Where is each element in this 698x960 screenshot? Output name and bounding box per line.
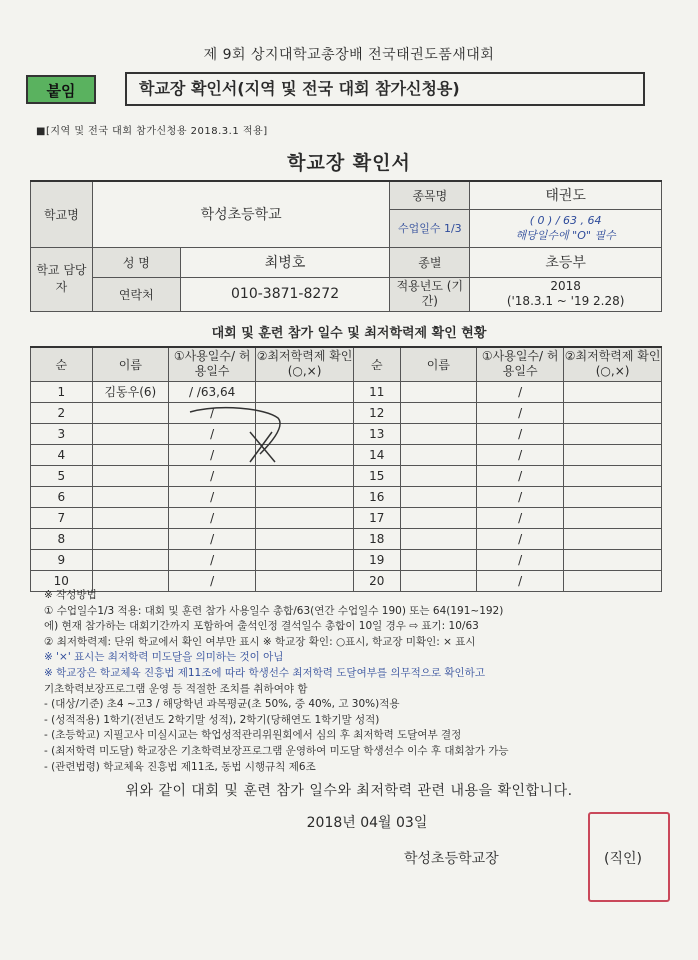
row-name	[92, 465, 168, 486]
row-min-grade	[564, 444, 662, 465]
instruction-line: - (관련법령) 학교체육 진흥법 제11조, 동법 시행규칙 제6조	[44, 760, 316, 773]
table-row	[31, 549, 662, 570]
contact-value: 010-3871-8272	[180, 277, 390, 311]
row-used-days: /	[477, 507, 564, 528]
row-no: 17	[353, 507, 400, 528]
row-no: 5	[31, 465, 93, 486]
row-name	[400, 528, 476, 549]
row-used-days: /	[169, 528, 256, 549]
table-row	[31, 381, 662, 402]
row-min-grade	[564, 465, 662, 486]
row-no: 14	[353, 444, 400, 465]
row-no: 11	[353, 381, 400, 402]
row-used-days: /	[477, 570, 564, 591]
row-used-days: /	[477, 486, 564, 507]
row-name	[92, 423, 168, 444]
row-min-grade	[256, 507, 354, 528]
event-title: 제 9회 상지대학교총장배 전국태권도품새대회	[203, 47, 495, 63]
period-range: ('18.3.1 ~ '19 2.28)	[506, 294, 625, 308]
row-no: 3	[31, 423, 93, 444]
row-name	[400, 423, 476, 444]
row-used-days: /	[169, 423, 256, 444]
header-name-right: 이름	[400, 347, 476, 381]
row-min-grade	[564, 507, 662, 528]
instruction-line: ① 수업일수1/3 적용: 대회 및 훈련 참가 사용일수 총합/63(연간 수업일수 190) 또는 64(191~192)	[44, 604, 504, 617]
period-year: 2018	[550, 279, 581, 293]
period-label: 적용년도 (기간)	[390, 277, 470, 311]
row-min-grade	[564, 486, 662, 507]
row-no: 4	[31, 444, 93, 465]
instruction-line: ※ 작성방법	[44, 589, 97, 601]
row-name	[92, 444, 168, 465]
issue-date: 2018년 04월 03일	[306, 815, 428, 831]
form-version: ■[지역 및 전국 대회 참가신청용 2018.3.1 적용]	[36, 126, 268, 137]
header-used-days: ①사용일수/ 허용일수	[169, 347, 256, 381]
row-min-grade	[564, 381, 662, 402]
handwritten-strike-mark	[180, 402, 300, 472]
row-min-grade	[256, 381, 354, 402]
row-min-grade	[564, 423, 662, 444]
row-used-days: /	[477, 381, 564, 402]
header-no: 순	[31, 347, 93, 381]
instruction-line: 에) 현재 참가하는 대회기간까지 포함하여 출석인정 결석일수 총합이 10일 경우 ⇨ 표기: 10/63	[44, 620, 479, 633]
row-name	[92, 549, 168, 570]
instruction-line: - (초등학교) 지필고사 미실시교는 학업성적관리위원회에서 심의 후 최저학력 도달여부 결정	[44, 729, 462, 742]
instruction-line: ② 최저학력제: 단위 학교에서 확인 여부만 표시 ※ 학교장 확인: ○표시, 학교장 미확인: × 표시	[44, 635, 476, 648]
row-used-days: /	[169, 402, 256, 423]
attachment-badge: 붙임	[26, 75, 96, 104]
category-label: 종별	[390, 247, 470, 277]
instruction-line: - (성적적용) 1학기(전년도 2학기말 성적), 2학기(당해연도 1학기말 성적)	[44, 713, 380, 726]
row-min-grade	[564, 549, 662, 570]
instruction-line: 기초학력보장프로그램 운영 등 적절한 조치를 취하여야 함	[44, 682, 308, 695]
row-min-grade	[256, 549, 354, 570]
row-min-grade	[564, 402, 662, 423]
row-used-days: /	[477, 549, 564, 570]
row-name	[400, 402, 476, 423]
row-used-days: /	[477, 444, 564, 465]
row-no: 8	[31, 528, 93, 549]
row-used-days: /	[477, 423, 564, 444]
row-min-grade	[256, 486, 354, 507]
school-label: 학교명	[31, 181, 93, 247]
row-no: 12	[353, 402, 400, 423]
confirmation-statement: 위와 같이 대회 및 훈련 참가 일수와 최저학력 관련 내용을 확인합니다.	[125, 783, 573, 799]
table-row	[31, 486, 662, 507]
table-row	[31, 402, 662, 423]
row-name	[400, 444, 476, 465]
table-row	[31, 528, 662, 549]
row-no: 19	[353, 549, 400, 570]
row-name	[400, 381, 476, 402]
list-subtitle: 대회 및 훈련 참가 일수 및 최저학력제 확인 현황	[211, 326, 487, 341]
row-name	[400, 549, 476, 570]
row-no: 6	[31, 486, 93, 507]
school-info-table	[30, 180, 662, 312]
row-no: 18	[353, 528, 400, 549]
row-used-days: /	[169, 444, 256, 465]
header-name: 이름	[92, 347, 168, 381]
row-used-days: /	[169, 507, 256, 528]
table-row	[31, 465, 662, 486]
row-no: 15	[353, 465, 400, 486]
row-no: 1	[31, 381, 93, 402]
header-min-grade-right: ②최저학력제 확인(○,×)	[564, 347, 662, 381]
header-no-right: 순	[353, 347, 400, 381]
instruction-line: - (대상/기준) 초4 ~고3 / 해당학년 과목평균(초 50%, 중 40%, 고 30%)적용	[44, 698, 400, 711]
row-name	[400, 507, 476, 528]
row-used-days: /	[169, 570, 256, 591]
row-name	[92, 507, 168, 528]
document-title: 학교장 확인서	[287, 152, 411, 174]
row-name	[400, 486, 476, 507]
row-no: 20	[353, 570, 400, 591]
header-min-grade: ②최저학력제 확인(○,×)	[256, 347, 354, 381]
category-value: 초등부	[470, 247, 662, 277]
seal-label: (직인)	[604, 851, 642, 867]
participation-table	[30, 346, 662, 592]
row-no: 10	[31, 570, 93, 591]
header-used-days-right: ①사용일수/ 허용일수	[477, 347, 564, 381]
row-name	[92, 528, 168, 549]
row-no: 2	[31, 402, 93, 423]
event-label: 종목명	[390, 181, 470, 209]
row-no: 13	[353, 423, 400, 444]
writing-instructions	[44, 588, 684, 775]
school-name: 학성초등학교	[92, 181, 390, 247]
instruction-line: ※ '×' 표시는 최저학력 미도달을 의미하는 것이 아님	[44, 651, 284, 664]
table-row	[31, 423, 662, 444]
class-days-value: ( 0 ) / 63 , 64	[529, 214, 602, 227]
row-name	[92, 402, 168, 423]
row-no: 7	[31, 507, 93, 528]
name-label: 성 명	[92, 247, 180, 277]
event-value: 태권도	[470, 181, 662, 209]
row-used-days: /	[477, 528, 564, 549]
row-used-days: /	[169, 465, 256, 486]
manager-label: 학교 담당자	[31, 247, 93, 311]
class-days-note: 해당일수에 "O" 필수	[515, 229, 616, 242]
row-name	[92, 486, 168, 507]
principal-name: 학성초등학교장	[404, 851, 499, 867]
contact-label: 연락처	[92, 277, 180, 311]
row-no: 16	[353, 486, 400, 507]
row-used-days: /	[477, 402, 564, 423]
row-name	[400, 465, 476, 486]
table-row	[31, 507, 662, 528]
form-title: 학교장 확인서(지역 및 전국 대회 참가신청용)	[125, 72, 645, 106]
row-min-grade	[256, 528, 354, 549]
manager-name: 최병호	[180, 247, 390, 277]
row-used-days: / /63,64	[169, 381, 256, 402]
row-no: 9	[31, 549, 93, 570]
row-used-days: /	[477, 465, 564, 486]
row-name: 김동우(6)	[92, 381, 168, 402]
row-min-grade	[564, 528, 662, 549]
class-days-label: 수업일수 1/3	[390, 209, 470, 247]
instruction-line: - (최저학력 미도달) 학교장은 기초학력보장프로그램 운영하여 미도달 학생선수 이수 후 대회참가 가능	[44, 744, 509, 757]
row-used-days: /	[169, 549, 256, 570]
row-used-days: /	[169, 486, 256, 507]
instruction-line: ※ 학교장은 학교체육 진흥법 제11조에 따라 학생선수 최저학력 도달여부를 의무적으로 확인하고	[44, 666, 485, 679]
table-row	[31, 444, 662, 465]
